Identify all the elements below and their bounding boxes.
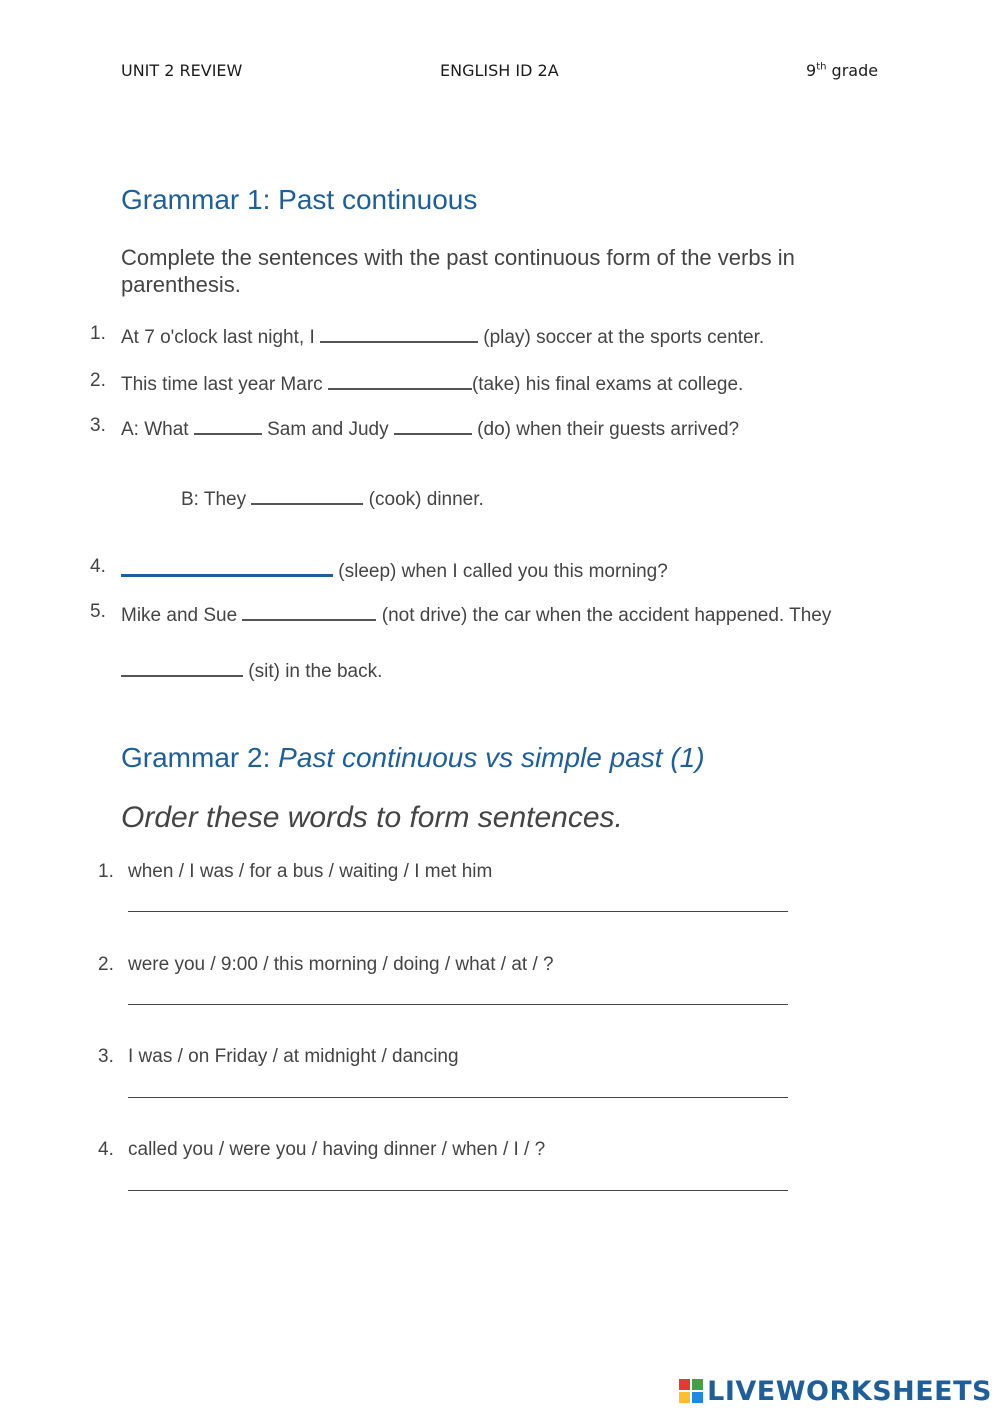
item-number: 4. — [90, 556, 106, 577]
item-number: 2. — [98, 954, 114, 975]
item-number: 1. — [98, 861, 114, 882]
item-number: 5. — [90, 601, 106, 622]
item-text: (take) his final exams at college. — [471, 374, 744, 395]
header-unit: UNIT 2 REVIEW — [121, 61, 243, 80]
item-text: (sit) in the back. — [243, 661, 383, 682]
liveworksheets-logo[interactable] — [679, 1376, 992, 1407]
order-item-4: called you / were you / having dinner / when / I / ? — [128, 1139, 546, 1160]
item-number: 3. — [98, 1046, 114, 1067]
section1-instruction: Complete the sentences with the past continuous form of the verbs in parenthesis. — [121, 245, 795, 297]
section2-instruction: Order these words to form sentences. — [121, 801, 623, 834]
item-text: A: What — [121, 419, 194, 440]
item-text: (cook) dinner. — [363, 489, 484, 510]
answer-line[interactable] — [128, 1190, 788, 1191]
header-grade — [806, 61, 878, 80]
order-item-1: when / I was / for a bus / waiting / I met him — [128, 861, 493, 882]
grade-number: 9 — [806, 61, 817, 80]
item-text: B: They — [181, 489, 252, 510]
order-item-3: I was / on Friday / at midnight / dancing — [128, 1046, 459, 1067]
item-text: Mike and Sue — [121, 605, 243, 626]
answer-blank[interactable] — [121, 556, 333, 577]
answer-blank[interactable] — [242, 601, 376, 621]
item-text: This time last year Marc — [121, 374, 328, 395]
section2-title-topic: Past continuous vs simple past (1) — [278, 742, 705, 773]
exercise-item-3a — [121, 415, 739, 441]
answer-line[interactable] — [128, 1097, 788, 1098]
answer-blank[interactable] — [251, 485, 363, 505]
grade-label: grade — [826, 61, 879, 80]
exercise-item-3b — [181, 485, 484, 511]
header-course: ENGLISH ID 2A — [440, 61, 559, 80]
answer-line[interactable] — [128, 911, 788, 912]
item-text: At 7 o'clock last night, I — [121, 327, 320, 348]
exercise-item-5 — [121, 601, 831, 627]
grade-superscript: th — [816, 61, 827, 73]
exercise-item-2 — [121, 370, 743, 396]
item-number: 4. — [98, 1139, 114, 1160]
item-text: (do) when their guests arrived? — [471, 419, 740, 440]
answer-blank[interactable] — [121, 657, 243, 677]
exercise-item-5b — [121, 657, 382, 683]
answer-blank[interactable] — [328, 370, 472, 390]
logo-text: LIVEWORKSHEETS — [707, 1376, 992, 1407]
exercise-item-1 — [121, 323, 764, 349]
item-number: 2. — [90, 370, 106, 391]
answer-blank[interactable] — [194, 415, 262, 435]
item-text: (play) soccer at the sports center. — [478, 327, 765, 348]
section1-title-topic: Past continuous — [278, 184, 478, 215]
section2-title — [121, 742, 705, 774]
logo-mark-icon — [679, 1379, 705, 1405]
section2-title-prefix: Grammar 2: — [121, 742, 279, 773]
order-item-2: were you / 9:00 / this morning / doing / what / at / ? — [128, 954, 554, 975]
item-text: Sam and Judy — [261, 419, 394, 440]
item-text: (not drive) the car when the accident happened. They — [376, 605, 832, 626]
item-text: (sleep) when I called you this morning? — [333, 561, 668, 582]
answer-line[interactable] — [128, 1004, 788, 1005]
item-number: 3. — [90, 415, 106, 436]
section1-title — [121, 184, 477, 216]
item-number: 1. — [90, 323, 106, 344]
section1-title-prefix: Grammar 1: — [121, 184, 279, 215]
exercise-item-4 — [121, 556, 668, 583]
answer-blank[interactable] — [394, 415, 472, 435]
answer-blank[interactable] — [320, 323, 478, 343]
